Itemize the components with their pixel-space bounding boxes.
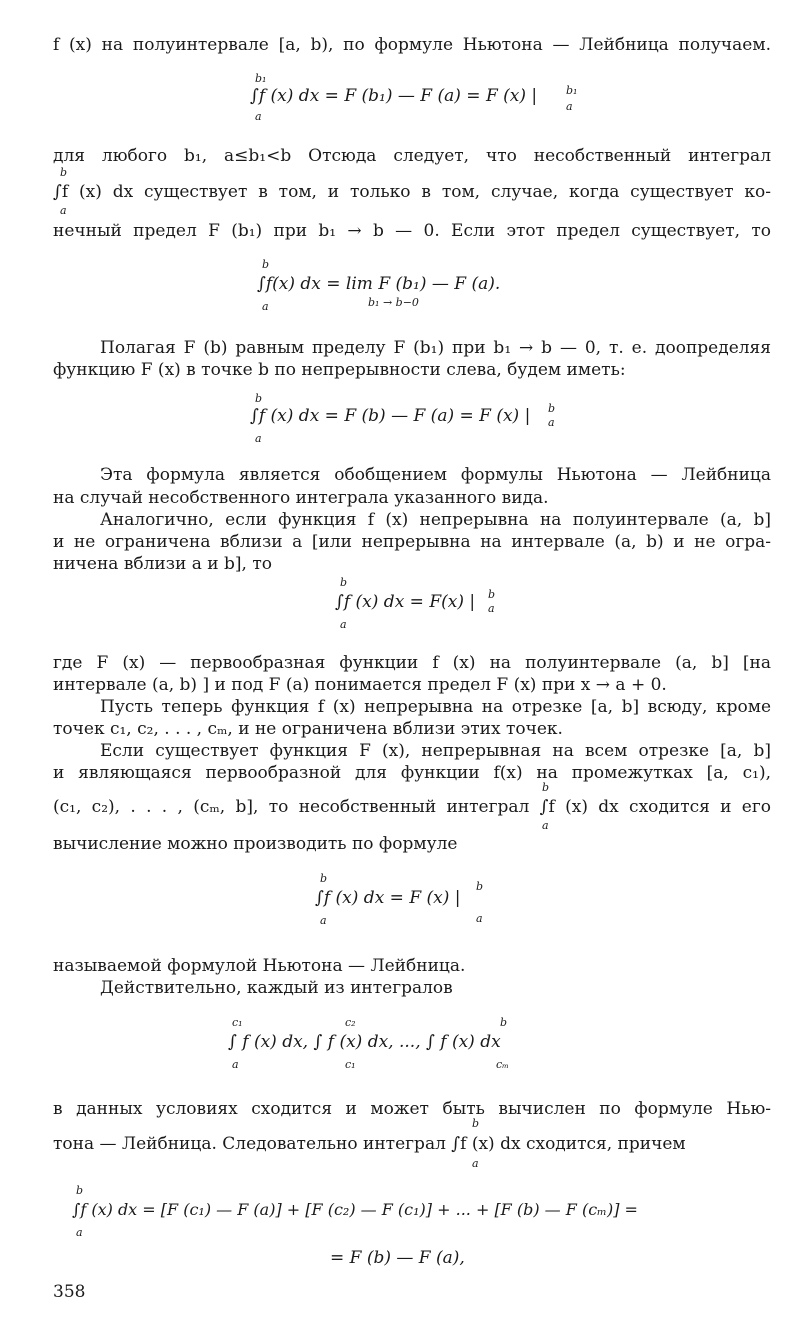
inline-int2-lower: a [542,819,549,832]
text-line-12: где F (x) — первообразная функции f (x) на полуинтервале (a, b] [на [53,653,771,673]
equation-7: ∫f (x) dx = [F (c₁) — F (a)] + [F (c₂) — F (c₁)] + ... + [F (b) — F (cₘ)] = [72,1200,638,1219]
eq2-lower-limit: a [262,300,269,313]
eq6-int2-lower: c₁ [345,1058,356,1071]
equation-3: ∫f (x) dx = F (b) — F (a) = F (x) | [250,406,531,426]
eq7-upper-limit: b [76,1184,84,1197]
page-number: 358 [53,1282,86,1302]
eq5-bar-upper: b [476,880,484,893]
text-line-23: тона — Лейбница. Следовательно интеграл ∫f (x) dx сходится, причем [53,1134,686,1154]
equation-5: ∫f (x) dx = F (x) | [315,888,461,908]
text-line-10: и не ограничена вблизи a [или непрерывна на интервале (a, b) и не огра- [53,532,771,552]
eq3-bar-lower: a [548,416,555,429]
text-line-3: ∫f (x) dx существует в том, и только в том, случае, когда существует ко- [53,182,771,202]
eq3-upper-limit: b [255,392,263,405]
equation-8: = F (b) — F (a), [330,1248,465,1268]
eq1-lower-limit: a [255,110,262,123]
text-line-15: точек c₁, c₂, . . . , cₘ, и не ограничена вблизи этих точек. [53,719,563,739]
text-line-13: интервале (a, b) ] и под F (a) понимается предел F (x) при x → a + 0. [53,675,667,695]
eq6-int3-lower: cₘ [496,1058,509,1071]
text-line-18: (c₁, c₂), . . . , (cₘ, b], то несобственный интеграл ∫f (x) dx сходится и его [53,797,771,817]
text-line-19: вычисление можно производить по формуле [53,834,458,854]
inline-int-upper: b [60,166,68,179]
text-line-22: в данных условиях сходится и может быть вычислен по формуле Нью- [53,1099,771,1119]
text-line-21: Действительно, каждый из интегралов [100,978,453,998]
text-line-2: для любого b₁, a≤b₁<b Отсюда следует, что несобственный интеграл [53,146,771,166]
eq3-lower-limit: a [255,432,262,445]
eq6-int1-upper: c₁ [232,1016,243,1029]
eq7-lower-limit: a [76,1226,83,1239]
eq1-bar-upper: b₁ [566,84,578,97]
inline-int3-upper: b [472,1117,480,1130]
eq2-lim-subscript: b₁ → b−0 [368,296,419,309]
eq6-int3-upper: b [500,1016,508,1029]
text-line-8: на случай несобственного интеграла указанного вида. [53,488,549,508]
text-line-17: и являющаяся первообразной для функции f(x) на промежутках [a, c₁), [53,763,771,783]
inline-int-lower: a [60,204,67,217]
eq4-bar-upper: b [488,588,496,601]
text-line-11: ничена вблизи a и b], то [53,554,273,574]
eq2-upper-limit: b [262,258,270,271]
eq1-bar-lower: a [566,100,573,113]
text-line-9: Аналогично, если функция f (x) непрерывна на полуинтервале (a, b] [100,510,771,530]
inline-int3-lower: a [472,1157,479,1170]
eq1-upper-limit: b₁ [255,72,267,85]
eq3-bar-upper: b [548,402,556,415]
text-line-14: Пусть теперь функция f (x) непрерывна на отрезке [a, b] всюду, кроме [100,697,771,717]
text-line-6: функцию F (x) в точке b по непрерывности слева, будем иметь: [53,360,626,380]
eq5-lower-limit: a [320,914,327,927]
equation-1: ∫f (x) dx = F (b₁) — F (a) = F (x) | [250,86,538,106]
eq4-lower-limit: a [340,618,347,631]
equation-4: ∫f (x) dx = F(x) | [335,592,476,612]
text-line-5: Полагая F (b) равным пределу F (b₁) при b₁ → b — 0, т. е. доопределяя [100,338,771,358]
eq4-bar-lower: a [488,602,495,615]
eq6-int1-lower: a [232,1058,239,1071]
text-line-4: нечный предел F (b₁) при b₁ → b — 0. Если этот предел существует, то [53,221,771,241]
equation-2: ∫f(x) dx = lim F (b₁) — F (a). [257,274,501,294]
eq4-upper-limit: b [340,576,348,589]
inline-int2-upper: b [542,781,550,794]
text-line-7: Эта формула является обобщением формулы Ньютона — Лейбница [100,465,771,485]
eq5-upper-limit: b [320,872,328,885]
text-line-1: f (x) на полуинтервале [a, b), по формуле Ньютона — Лейбница получаем. [53,35,771,55]
equation-6: ∫ f (x) dx, ∫ f (x) dx, ..., ∫ f (x) dx [228,1032,501,1052]
eq6-int2-upper: c₂ [345,1016,356,1029]
eq5-bar-lower: a [476,912,483,925]
text-line-20: называемой формулой Ньютона — Лейбница. [53,956,466,976]
text-line-16: Если существует функция F (x), непрерывная на всем отрезке [a, b] [100,741,771,761]
